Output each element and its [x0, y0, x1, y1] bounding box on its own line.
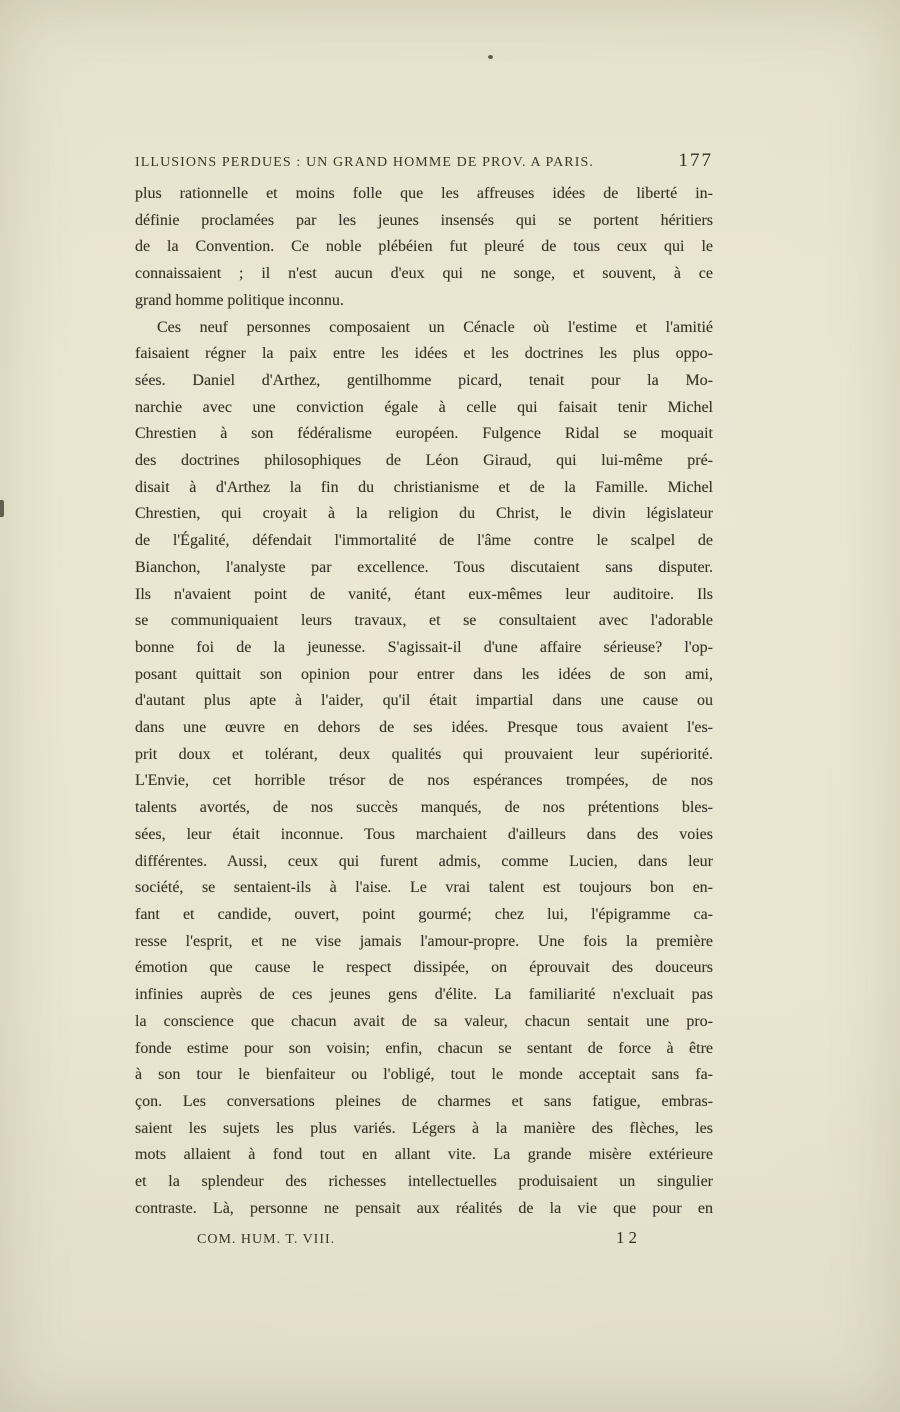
- running-title: ILLUSIONS PERDUES : UN GRAND HOMME DE PROV. A PARIS.: [135, 155, 594, 170]
- text-line: connaissaient ; il n'est aucun d'eux qui ne songe, et souvent, à ce: [135, 265, 713, 283]
- text-line: société, se sentaient-ils à l'aise. Le vrai talent est toujours bon en-: [135, 879, 713, 897]
- text-line: posant quittait son opinion pour entrer dans les idées de son ami,: [135, 665, 713, 683]
- text-line: Ils n'avaient point de vanité, étant eux-mêmes leur auditoire. Ils: [135, 585, 713, 603]
- text-line: de la Convention. Ce noble plébéien fut pleuré de tous ceux qui le: [135, 238, 713, 256]
- text-line: fonde estime pour son voisin; enfin, chacun se sentant de force à être: [135, 1039, 713, 1057]
- text-line: çon. Les conversations pleines de charmes et sans fatigue, embras-: [135, 1092, 713, 1110]
- text-line: contraste. Là, personne ne pensait aux réalités de la vie que pour en: [135, 1199, 713, 1217]
- text-line: plus rationnelle et moins folle que les affreuses idées de liberté in-: [135, 185, 713, 202]
- text-line: infinies auprès de ces jeunes gens d'élite. La familiarité n'excluait pas: [135, 986, 713, 1004]
- body-text: [135, 181, 713, 1222]
- footer-signature: COM. HUM. T. VIII.: [197, 1232, 336, 1248]
- text-line: narchie avec une conviction égale à celle qui faisait tenir Michel: [135, 398, 713, 416]
- footer-gathering-number: 12: [616, 1228, 641, 1248]
- scan-edge-artifact: [0, 500, 4, 517]
- text-line: d'autant plus apte à l'aider, qu'il était impartial dans une cause ou: [135, 692, 713, 710]
- text-line: la conscience que chacun avait de sa valeur, chacun sentait une pro-: [135, 1012, 713, 1030]
- text-line: de l'Égalité, défendait l'immortalité de l'âme contre le scalpel de: [135, 532, 713, 550]
- text-line: resse l'esprit, et ne vise jamais l'amour-propre. Une fois la première: [135, 932, 713, 950]
- text-line: définie proclamées par les jeunes insensés qui se portent héritiers: [135, 211, 713, 229]
- text-line: Chrestien, qui croyait à la religion du Christ, le divin législateur: [135, 505, 713, 523]
- paragraph: [135, 181, 713, 315]
- paragraph: [135, 315, 713, 1223]
- text-line: Chrestien à son fédéralisme européen. Fulgence Ridal se moquait: [135, 425, 713, 443]
- text-line: des doctrines philosophiques de Léon Giraud, qui lui-même pré-: [135, 452, 713, 470]
- page-footer: [135, 1228, 713, 1248]
- text-line: faisaient régner la paix entre les idées et les doctrines les plus oppo-: [135, 345, 713, 363]
- text-line: sées, leur était inconnue. Tous marchaient d'ailleurs dans des voies: [135, 825, 713, 843]
- text-line: Bianchon, l'analyste par excellence. Tous discutaient sans disputer.: [135, 558, 713, 576]
- running-head: [135, 150, 713, 172]
- text-block: [135, 150, 713, 1248]
- text-line: saient les sujets les plus variés. Légers à la manière des flèches, les: [135, 1119, 713, 1137]
- text-line: L'Envie, cet horrible trésor de nos espérances trompées, de nos: [135, 772, 713, 790]
- text-line: Ces neuf personnes composaient un Cénacle où l'estime et l'amitié: [157, 318, 713, 336]
- text-line: émotion que cause le respect dissipée, on éprouvait des douceurs: [135, 959, 713, 977]
- text-line: différentes. Aussi, ceux qui furent admis, comme Lucien, dans leur: [135, 852, 713, 870]
- text-line: talents avortés, de nos succès manqués, de nos prétentions bles-: [135, 799, 713, 817]
- text-line: disait à d'Arthez la fin du christianisme et de la Famille. Michel: [135, 478, 713, 496]
- text-line: fant et candide, ouvert, point gourmé; chez lui, l'épigramme ca-: [135, 905, 713, 923]
- text-line: à son tour le bienfaiteur ou l'obligé, tout le monde acceptait sans fa-: [135, 1066, 713, 1084]
- text-line: se communiquaient leurs travaux, et se consultaient avec l'adorable: [135, 612, 713, 630]
- text-line: sées. Daniel d'Arthez, gentilhomme picard, tenait pour la Mo-: [135, 371, 713, 389]
- text-line: bonne foi de la jeunesse. S'agissait-il d'une affaire sérieuse? l'op-: [135, 638, 713, 656]
- text-line: grand homme politique inconnu.: [135, 291, 344, 309]
- text-line: prit doux et tolérant, deux qualités qui prouvaient leur supériorité.: [135, 745, 713, 763]
- text-line: mots allaient à fond tout en allant vite. La grande misère extérieure: [135, 1146, 713, 1164]
- printer-dot-mark: [488, 55, 493, 59]
- text-line: dans une œuvre en dehors de ses idées. Presque tous avaient l'es-: [135, 719, 713, 737]
- text-line: et la splendeur des richesses intellectuelles produisaient un singulier: [135, 1173, 713, 1191]
- page-number: 177: [678, 150, 713, 171]
